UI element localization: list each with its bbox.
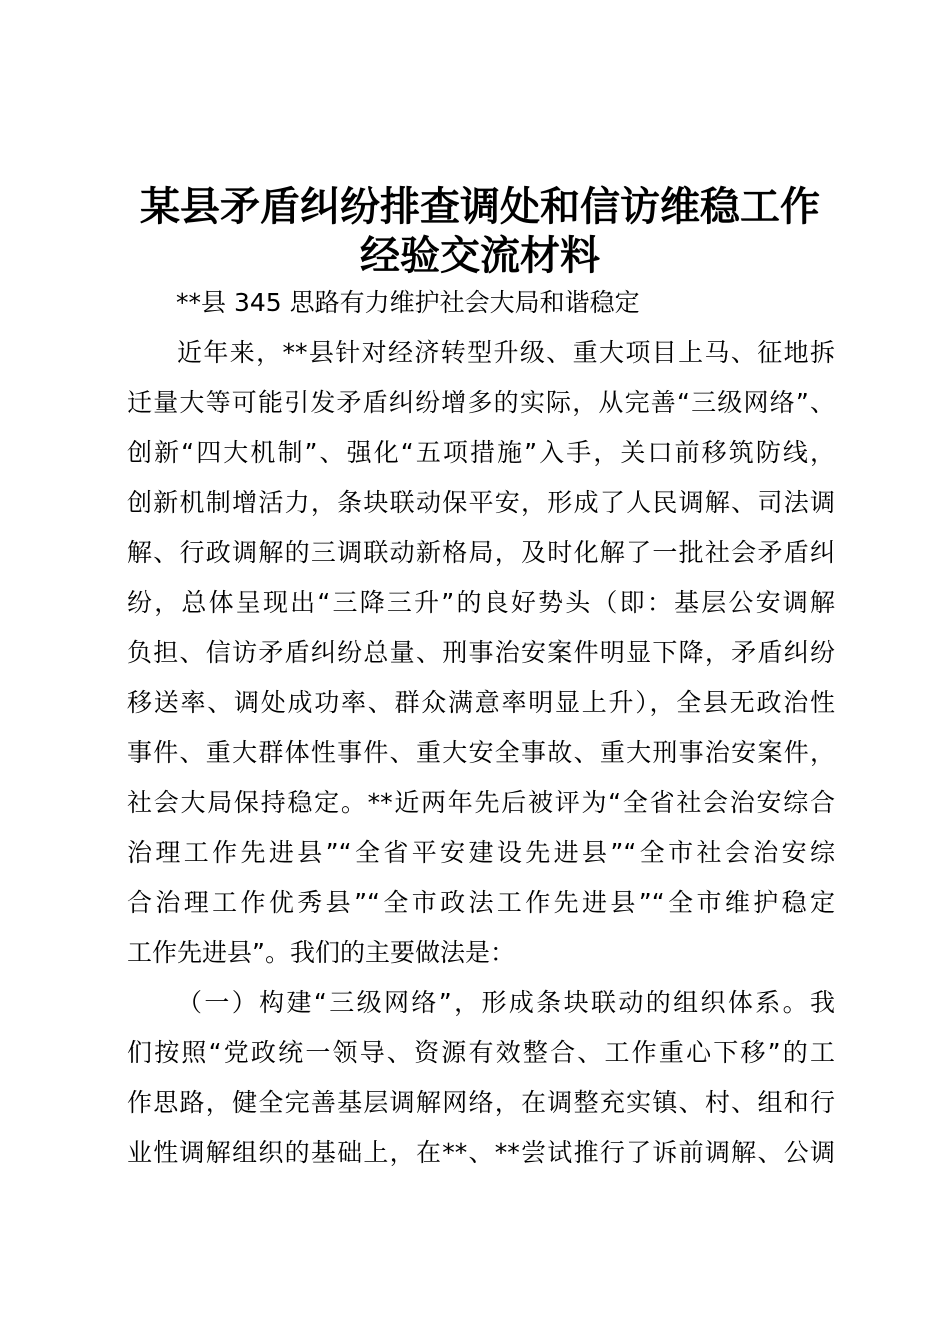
paragraph-2-line: （一）构建“三级网络”，形成条块联动的组织体系。我 [177, 988, 835, 1017]
paragraph-1-line: 解、行政调解的三调联动新格局，及时化解了一批社会矛盾纠 [127, 538, 835, 567]
paragraph-2-line: 们按照“党政统一领导、资源有效整合、工作重心下移”的工 [127, 1038, 835, 1067]
paragraph-1-line: 移送率、调处成功率、群众满意率明显上升），全县无政治性 [127, 688, 835, 717]
paragraph-1-line: 事件、重大群体性事件、重大安全事故、重大刑事治安案件， [127, 738, 835, 767]
document-title-line-2: 经验交流材料 [360, 232, 600, 279]
paragraph-1-line: 创新“四大机制”、强化“五项措施”入手，关口前移筑防线， [127, 438, 835, 467]
paragraph-1-line: 社会大局保持稳定。**近两年先后被评为“全省社会治安综合 [127, 788, 835, 817]
paragraph-2-line: 业性调解组织的基础上，在**、**尝试推行了诉前调解、公调 [127, 1138, 835, 1167]
paragraph-1-line: 近年来，**县针对经济转型升级、重大项目上马、征地拆 [177, 338, 835, 367]
paragraph-1-line: 负担、信访矛盾纠纷总量、刑事治安案件明显下降，矛盾纠纷 [127, 638, 835, 667]
paragraph-1-line: 创新机制增活力，条块联动保平安，形成了人民调解、司法调 [127, 488, 835, 517]
document-title-line-1: 某县矛盾纠纷排查调处和信访维稳工作 [140, 183, 820, 230]
document-subtitle: **县 345 思路有力维护社会大局和谐稳定 [176, 288, 640, 317]
paragraph-1-line: 迁量大等可能引发矛盾纠纷增多的实际，从完善“三级网络”、 [127, 388, 835, 417]
paragraph-1-line: 治理工作先进县”“全省平安建设先进县”“全市社会治安综 [127, 838, 835, 867]
paragraph-1-last-line: 工作先进县”。我们的主要做法是： [127, 938, 515, 967]
paragraph-1-line: 纷，总体呈现出“三降三升”的良好势头（即：基层公安调解 [127, 588, 835, 617]
paragraph-2-line: 作思路，健全完善基层调解网络，在调整充实镇、村、组和行 [127, 1088, 835, 1117]
paragraph-1-line: 合治理工作优秀县”“全市政法工作先进县”“全市维护稳定 [127, 888, 835, 917]
